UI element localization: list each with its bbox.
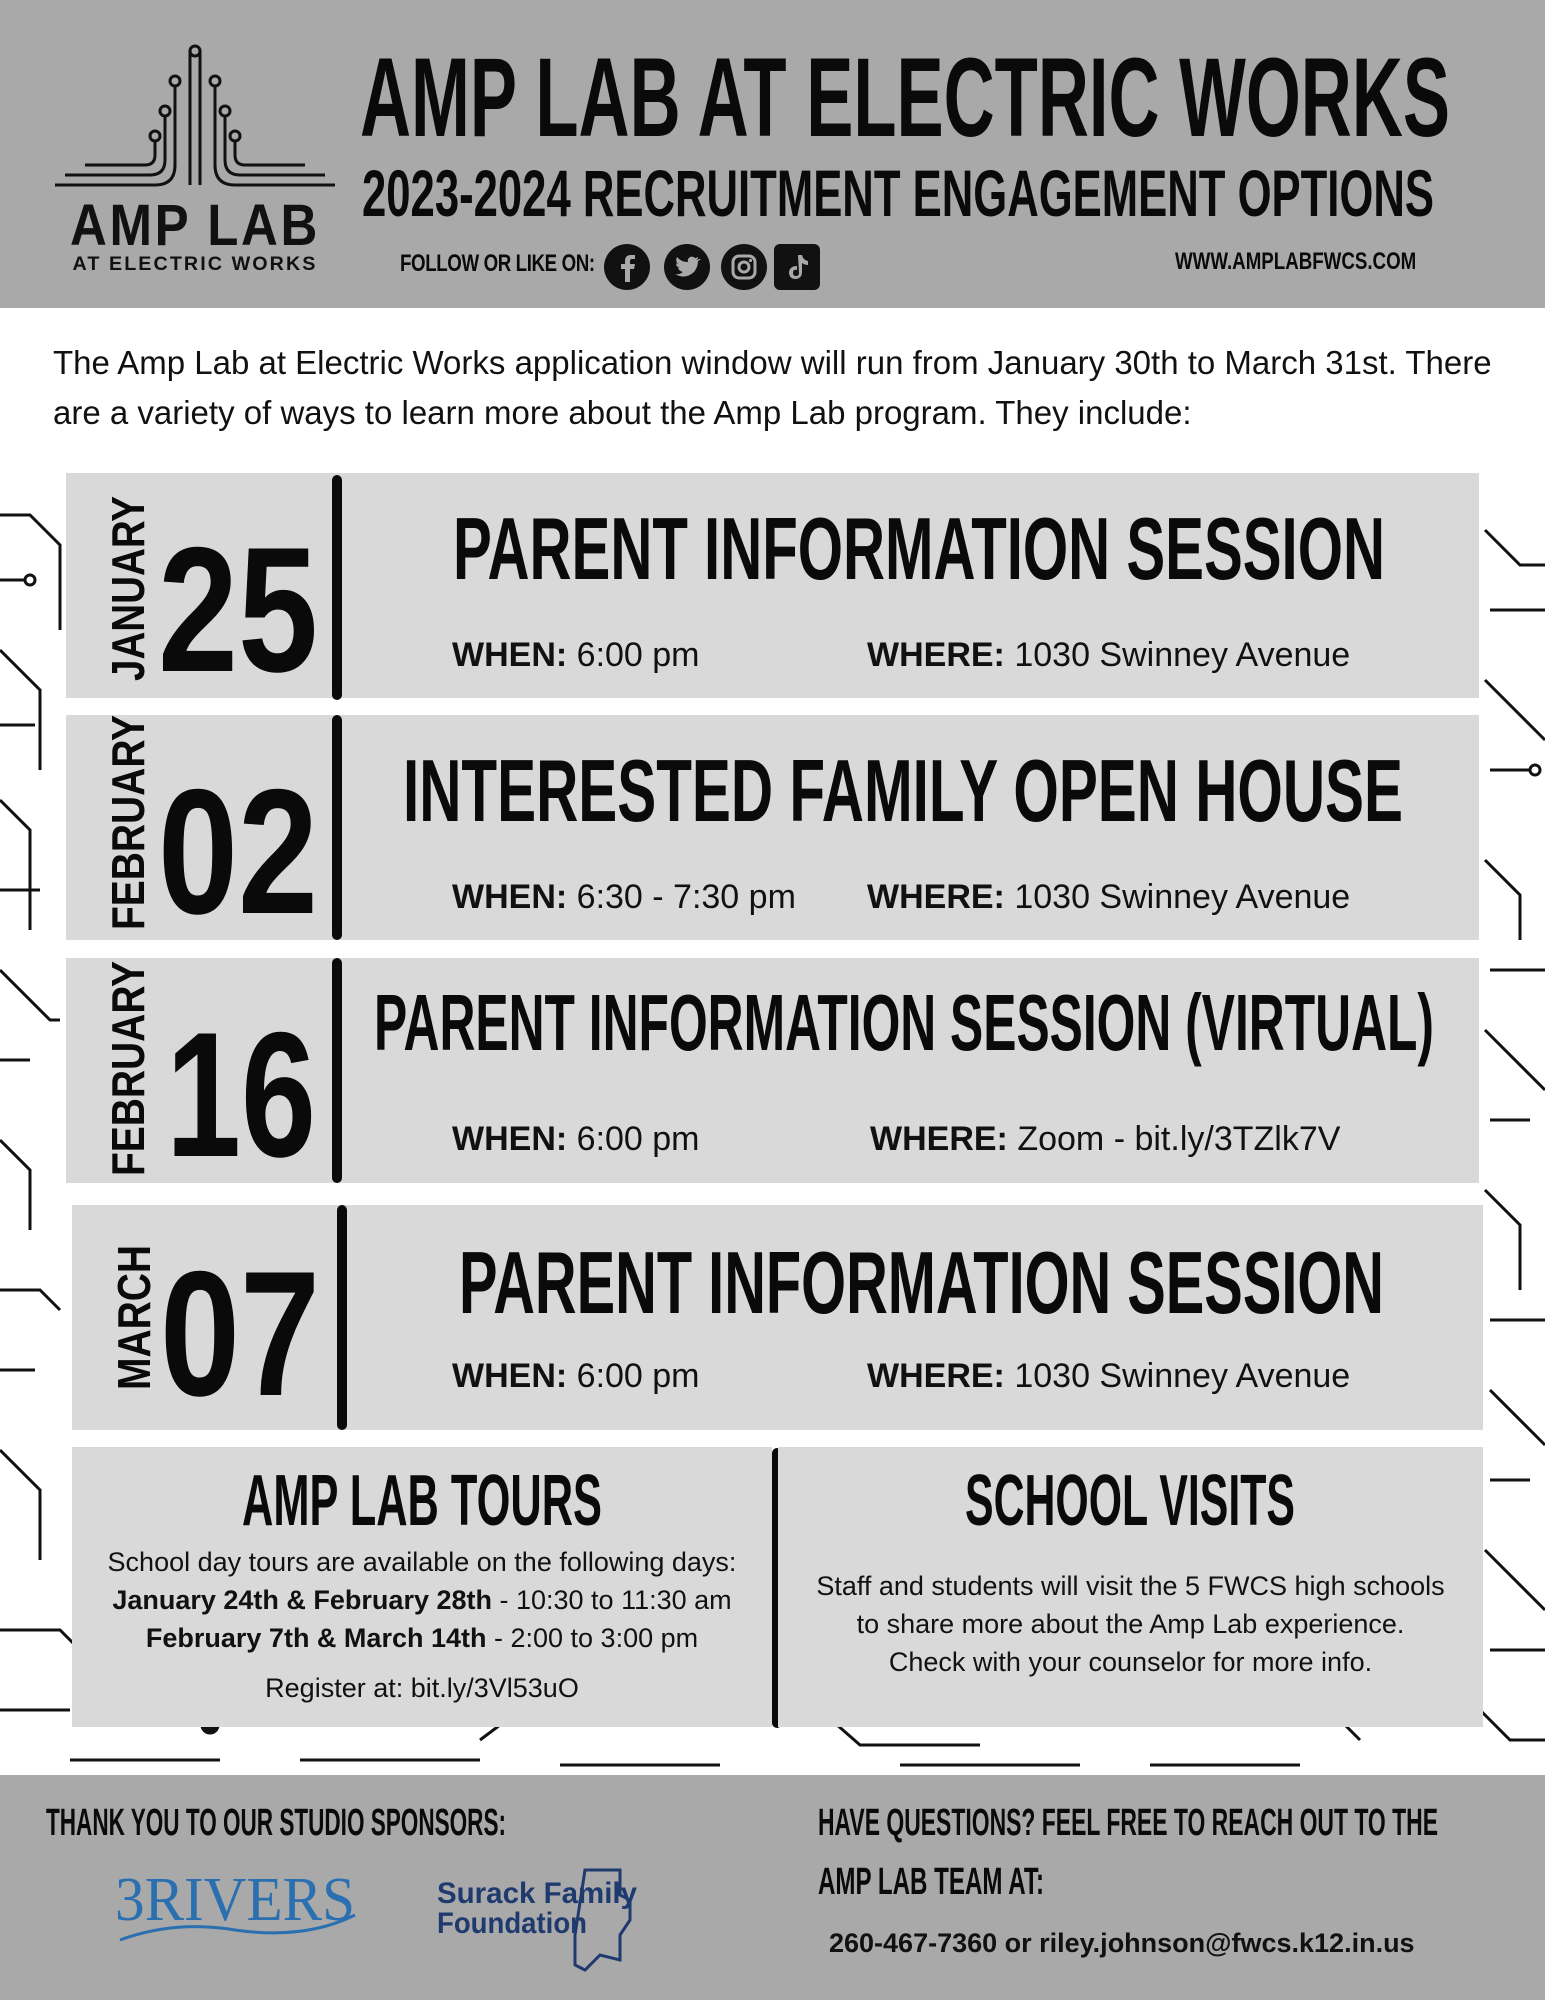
follow-label: FOLLOW OR LIKE ON: [400, 250, 595, 277]
tours-box [72, 1447, 772, 1727]
facebook-icon[interactable] [604, 244, 650, 290]
school-visits-box [778, 1447, 1483, 1727]
school-visits-title: SCHOOL VISITS [965, 1461, 1295, 1541]
intro-paragraph: The Amp Lab at Electric Works application window will run from January 30th to March 31st. There are a variety of ways to learn more about the Amp Lab program. They include: [53, 344, 1492, 431]
event-title: PARENT INFORMATION SESSION [459, 1233, 1384, 1332]
event-card [72, 1205, 1483, 1433]
event-day: 16 [166, 995, 316, 1194]
tours-title: AMP LAB TOURS [242, 1461, 602, 1541]
twitter-icon[interactable] [664, 244, 710, 290]
sponsors-label: THANK YOU TO OUR STUDIO SPONSORS: [46, 1802, 506, 1844]
page-subtitle [362, 154, 1462, 230]
svg-text:Surack Family: Surack Family [437, 1877, 638, 1910]
event-month: FEBRUARY [102, 676, 154, 930]
page-title [360, 35, 1480, 160]
school-visits-line-3: Check with your counselor for more info. [888, 1647, 1373, 1677]
event-when: WHEN: 6:30 - 7:30 pm [452, 878, 796, 916]
event-day: 25 [158, 510, 318, 709]
event-day: 07 [160, 1234, 320, 1433]
tours-line-3: February 7th & March 14th - 2:00 to 3:00 pm [145, 1623, 699, 1653]
event-where: WHERE: Zoom - bit.ly/3TZlk7V [870, 1120, 1341, 1158]
logo-text-electric-works: AT ELECTRIC WORKS [72, 254, 318, 275]
event-when: WHEN: 6:00 pm [452, 1357, 700, 1395]
website-link[interactable]: WWW.AMPLABFWCS.COM [1175, 248, 1417, 275]
instagram-icon[interactable] [721, 244, 767, 290]
event-title: PARENT INFORMATION SESSION [453, 499, 1385, 598]
event-when: WHEN: 6:00 pm [452, 636, 700, 674]
event-title: PARENT INFORMATION SESSION (VIRTUAL) [374, 978, 1434, 1067]
three-rivers-logo [115, 1860, 365, 1955]
event-where: WHERE: 1030 Swinney Avenue [867, 878, 1351, 916]
event-month: FEBRUARY [102, 922, 154, 1176]
event-month: MARCH [108, 1218, 160, 1390]
event-card [66, 922, 1479, 1194]
questions-line-1: HAVE QUESTIONS? FEEL FREE TO REACH OUT TO THE [818, 1802, 1438, 1844]
divider-bar [332, 958, 342, 1183]
footer-banner [0, 1775, 1545, 2000]
surack-family-foundation-logo [435, 1865, 645, 1980]
svg-text:2023-2024 RECRUITMENT ENGAGEME: 2023-2024 RECRUITMENT ENGAGEMENT OPTIONS [362, 156, 1434, 230]
questions-line-2: AMP LAB TEAM AT: [818, 1861, 1044, 1903]
amp-lab-logo [55, 45, 335, 275]
event-where: WHERE: 1030 Swinney Avenue [867, 1357, 1351, 1395]
event-month: JANUARY [102, 460, 154, 681]
svg-text:3RIVERS: 3RIVERS [115, 1866, 355, 1934]
event-card [66, 460, 1479, 709]
svg-text:AMP LAB AT ELECTRIC WORKS: AMP LAB AT ELECTRIC WORKS [360, 35, 1450, 160]
tiktok-icon[interactable] [774, 244, 820, 290]
event-where: WHERE: 1030 Swinney Avenue [867, 636, 1351, 674]
contact-info[interactable]: 260-467-7360 or riley.johnson@fwcs.k12.in.us [829, 1928, 1415, 1958]
divider-bar [332, 715, 342, 940]
event-title: INTERESTED FAMILY OPEN HOUSE [403, 741, 1403, 840]
divider-bar [337, 1205, 347, 1430]
school-visits-line-1: Staff and students will visit the 5 FWCS high schools [816, 1571, 1445, 1601]
tours-register-link[interactable]: Register at: bit.ly/3Vl53uO [265, 1673, 579, 1703]
tours-line-1: School day tours are available on the following days: [107, 1547, 737, 1577]
event-day: 02 [158, 752, 318, 951]
svg-text:Foundation: Foundation [437, 1907, 587, 1940]
event-card [66, 676, 1479, 951]
tours-line-2: January 24th & February 28th - 10:30 to 11:30 am [112, 1585, 732, 1615]
logo-text-amp-lab: AMP LAB [70, 193, 320, 258]
divider-bar [332, 475, 342, 700]
school-visits-line-2: to share more about the Amp Lab experience. [856, 1609, 1405, 1639]
event-when: WHEN: 6:00 pm [452, 1120, 700, 1158]
header-banner [0, 0, 1545, 308]
